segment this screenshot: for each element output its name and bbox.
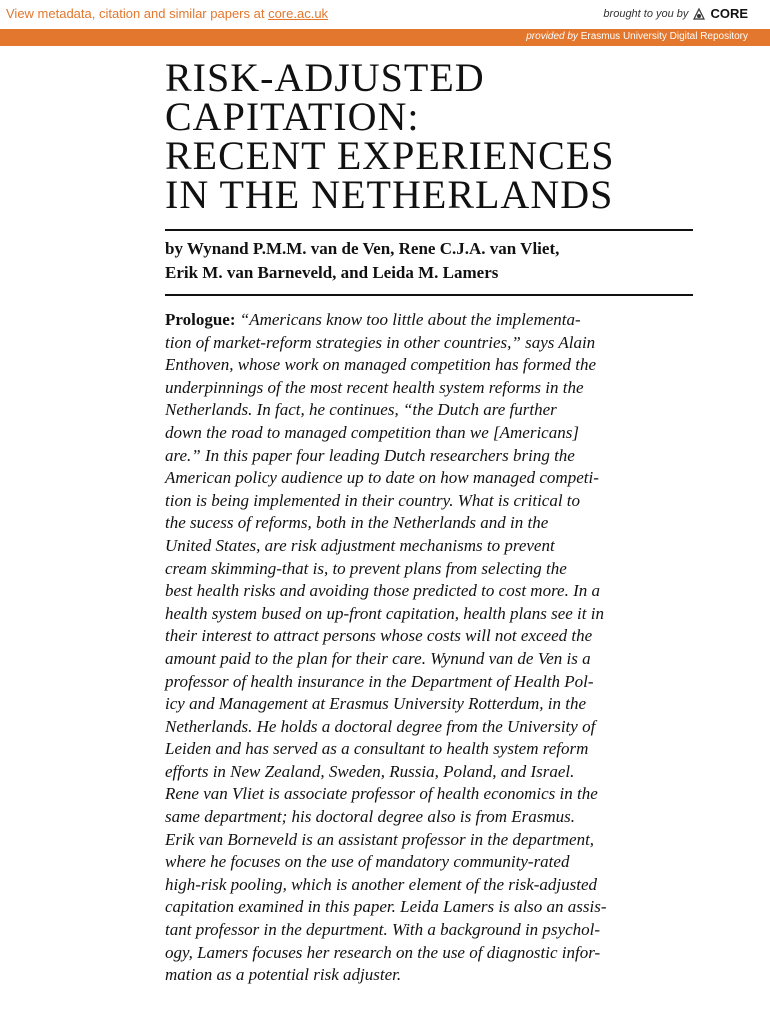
byline-line: Erik M. van Barneveld, and Leida M. Lamers <box>165 263 499 282</box>
core-ac-uk-link[interactable]: core.ac.uk <box>268 6 329 21</box>
provided-by-prefix: provided by <box>526 31 578 42</box>
brought-to-you-by[interactable] <box>603 6 748 21</box>
title-line: IN THE NETHERLANDS <box>165 172 614 217</box>
prologue-first-line <box>165 309 710 332</box>
prologue-line: professor of health insurance in the Department of Health Pol- <box>165 671 594 691</box>
author-byline <box>165 237 705 285</box>
prologue-line: where he focuses on the use of mandatory community-rated <box>165 852 570 872</box>
prologue-line: efforts in New Zealand, Sweden, Russia, Poland, and Israel. <box>165 761 575 781</box>
brought-by-text: brought to you by <box>603 7 689 20</box>
prologue-line: American policy audience up to date on how managed competi- <box>165 468 599 488</box>
prologue-line: tion is being implemented in their country. What is critical to <box>165 490 581 510</box>
prologue-line: tant professor in the depurtment. With a background in psychol- <box>165 920 601 940</box>
prologue-line: tion of market-reform strategies in other countries,” says Alain <box>165 332 596 352</box>
provider-band <box>0 29 770 46</box>
prologue-line: ogy, Lamers focuses her research on the use of diagnostic infor- <box>165 942 601 962</box>
prologue-line: are.” In this paper four leading Dutch researchers bring the <box>165 445 575 465</box>
title-line: RISK-ADJUSTED <box>165 55 485 100</box>
prologue-line: Erik van Borneveld is an assistant professor in the department, <box>165 829 595 849</box>
prologue-line: amount paid to the plan for their care. Wynund van de Ven is a <box>165 648 591 668</box>
prologue-line: Leiden and has served as a consultant to health system reform <box>165 739 589 759</box>
prologue-line: Netherlands. He holds a doctoral degree from the University of <box>165 716 596 736</box>
byline-rule <box>165 294 693 296</box>
prologue-line: Enthoven, whose work on managed competition has formed the <box>165 355 597 375</box>
view-metadata-link[interactable] <box>6 6 328 21</box>
prologue-line: underpinnings of the most recent health system reforms in the <box>165 377 584 397</box>
prologue-line: best health risks and avoiding those predicted to cost more. In a <box>165 581 601 601</box>
prologue-line: the sucess of reforms, both in the Netherlands and in the <box>165 513 549 533</box>
prologue-line: United States, are risk adjustment mechanisms to prevent <box>165 535 555 555</box>
prologue <box>165 309 710 987</box>
prologue-line: capitation examined in this paper. Leida Lamers is also an assis- <box>165 897 607 917</box>
provided-by-text[interactable] <box>526 31 748 42</box>
prologue-line: high-risk pooling, which is another element of the risk-adjusted <box>165 874 598 894</box>
provider-name: Erasmus University Digital Repository <box>580 31 748 42</box>
byline-line: by Wynand P.M.M. van de Ven, Rene C.J.A. van Vliet, <box>165 239 560 258</box>
prologue-line: their interest to attract persons whose costs will not exceed the <box>165 626 593 646</box>
article-title <box>165 55 725 217</box>
core-logo-icon <box>692 7 706 21</box>
prologue-line: Rene van Vliet is associate professor of health economics in the <box>165 784 598 804</box>
title-line: RECENT EXPERIENCES <box>165 133 615 178</box>
prologue-line: down the road to managed competition than we [Americans] <box>165 422 579 442</box>
title-rule <box>165 229 693 231</box>
prologue-line: mation as a potential risk adjuster. <box>165 965 402 985</box>
prologue-line: Netherlands. In fact, he continues, “the Dutch are further <box>165 400 557 420</box>
prologue-line: cream skimming-that is, to prevent plans from selecting the <box>165 558 567 578</box>
view-metadata-text: View metadata, citation and similar papers at <box>6 6 269 21</box>
prologue-text: “Americans know too little about the implementa- <box>235 310 581 329</box>
core-banner <box>0 0 770 30</box>
title-line: CAPITATION: <box>165 94 420 139</box>
core-brand: CORE <box>710 6 748 21</box>
prologue-label: Prologue: <box>165 310 236 329</box>
prologue-line: same department; his doctoral degree also is from Erasmus. <box>165 807 576 827</box>
prologue-line: icy and Management at Erasmus University Rotterdum, in the <box>165 694 586 714</box>
prologue-line: health system bused on up-front capitation, health plans see it in <box>165 603 604 623</box>
